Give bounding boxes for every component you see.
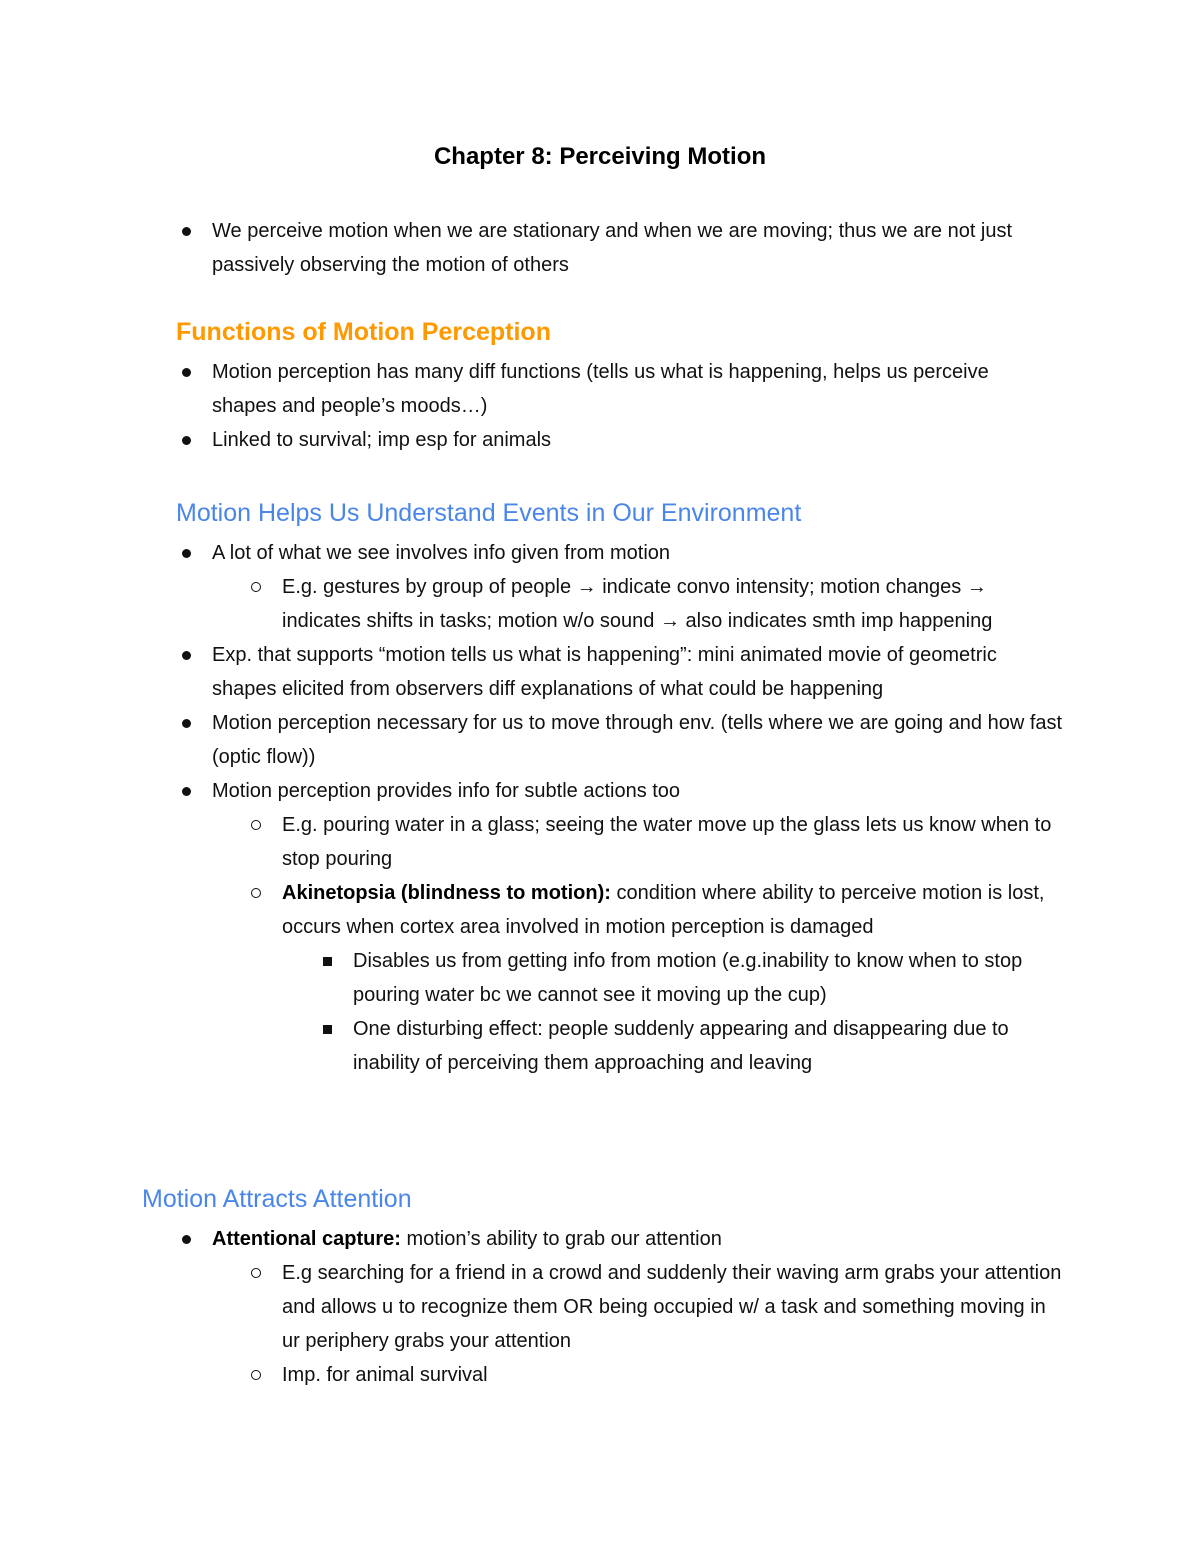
list-item-text: motion’s ability to grab our attention	[400, 1228, 722, 1250]
attention-list	[176, 1222, 1066, 1392]
list-item	[176, 536, 1066, 570]
circle-bullet-icon	[246, 570, 266, 604]
list-subitem	[246, 1358, 1066, 1392]
term-akinetopsia: Akinetopsia (blindness to motion):	[282, 882, 611, 904]
bullet-icon	[176, 423, 196, 457]
circle-bullet-icon	[246, 876, 266, 910]
list-item-text: Imp. for animal survival	[282, 1364, 488, 1386]
bullet-icon	[176, 214, 196, 248]
list-item-text: E.g searching for a friend in a crowd and suddenly their waving arm grabs your attention and allows u to recognize them OR being occupied w/ a task and something moving in ur periphery grabs your attention	[282, 1262, 1062, 1352]
circle-bullet-icon	[246, 808, 266, 842]
list-item-text: E.g. pouring water in a glass; seeing the water move up the glass lets us know when to stop pouring	[282, 814, 1052, 870]
list-item-text: Linked to survival; imp esp for animals	[212, 429, 552, 451]
circle-bullet-icon	[246, 1256, 266, 1290]
bullet-icon	[176, 1222, 196, 1256]
list-item-text: Motion perception provides info for subtle actions too	[212, 780, 681, 802]
page-title: Chapter 8: Perceiving Motion	[433, 143, 767, 170]
bullet-icon	[176, 774, 196, 808]
term-attentional-capture: Attentional capture:	[212, 1228, 401, 1250]
square-bullet-icon	[317, 944, 337, 978]
list-subsubitem	[317, 1012, 1066, 1080]
list-item	[176, 355, 1036, 423]
list-item	[176, 1222, 1066, 1256]
list-item	[176, 423, 1036, 457]
section-heading-events: Motion Helps Us Understand Events in Our Environment	[176, 499, 802, 527]
list-item-text: We perceive motion when we are stationary and when we are moving; thus we are not just passively observing the motion of others	[212, 220, 1013, 276]
list-subitem	[246, 1256, 1066, 1358]
list-item-text: E.g. gestures by group of people → indicate convo intensity; motion changes → indicates shifts in tasks; motion w/o sound → also indicates smth imp happening	[282, 576, 993, 632]
bullet-icon	[176, 706, 196, 740]
list-item-text: Motion perception has many diff functions (tells us what is happening, helps us perceive shapes and people’s moods…)	[212, 361, 989, 417]
list-item-text: Exp. that supports “motion tells us what is happening”: mini animated movie of geometric shapes elicited from observers diff explanations of what could be happening	[212, 644, 997, 700]
circle-bullet-icon	[246, 1358, 266, 1392]
list-item-text: condition where ability to perceive motion is lost, occurs when cortex area involved in motion perception is damaged	[282, 882, 1045, 938]
list-item	[176, 214, 1066, 282]
list-item	[176, 706, 1066, 774]
functions-list	[176, 355, 1036, 457]
list-item-text: One disturbing effect: people suddenly appearing and disappearing due to inability of perceiving them approaching and leaving	[353, 1018, 1009, 1074]
list-item-text: A lot of what we see involves info given from motion	[212, 542, 671, 564]
list-item	[176, 774, 1066, 808]
bullet-icon	[176, 355, 196, 389]
list-subsubitem	[317, 944, 1066, 1012]
square-bullet-icon	[317, 1012, 337, 1046]
list-subitem	[246, 570, 1066, 638]
list-item	[176, 638, 1066, 706]
list-item-text: Disables us from getting info from motion (e.g.inability to know when to stop pouring water bc we cannot see it moving up the cup)	[353, 950, 1023, 1006]
section-heading-functions: Functions of Motion Perception	[176, 318, 551, 346]
events-list	[176, 536, 1066, 1080]
list-subitem	[246, 808, 1066, 876]
list-subitem	[246, 876, 1066, 944]
bullet-icon	[176, 536, 196, 570]
list-item-text: Motion perception necessary for us to move through env. (tells where we are going and how fast (optic flow))	[212, 712, 1063, 768]
intro-list	[176, 214, 1066, 282]
bullet-icon	[176, 638, 196, 672]
section-heading-attention: Motion Attracts Attention	[142, 1185, 412, 1213]
